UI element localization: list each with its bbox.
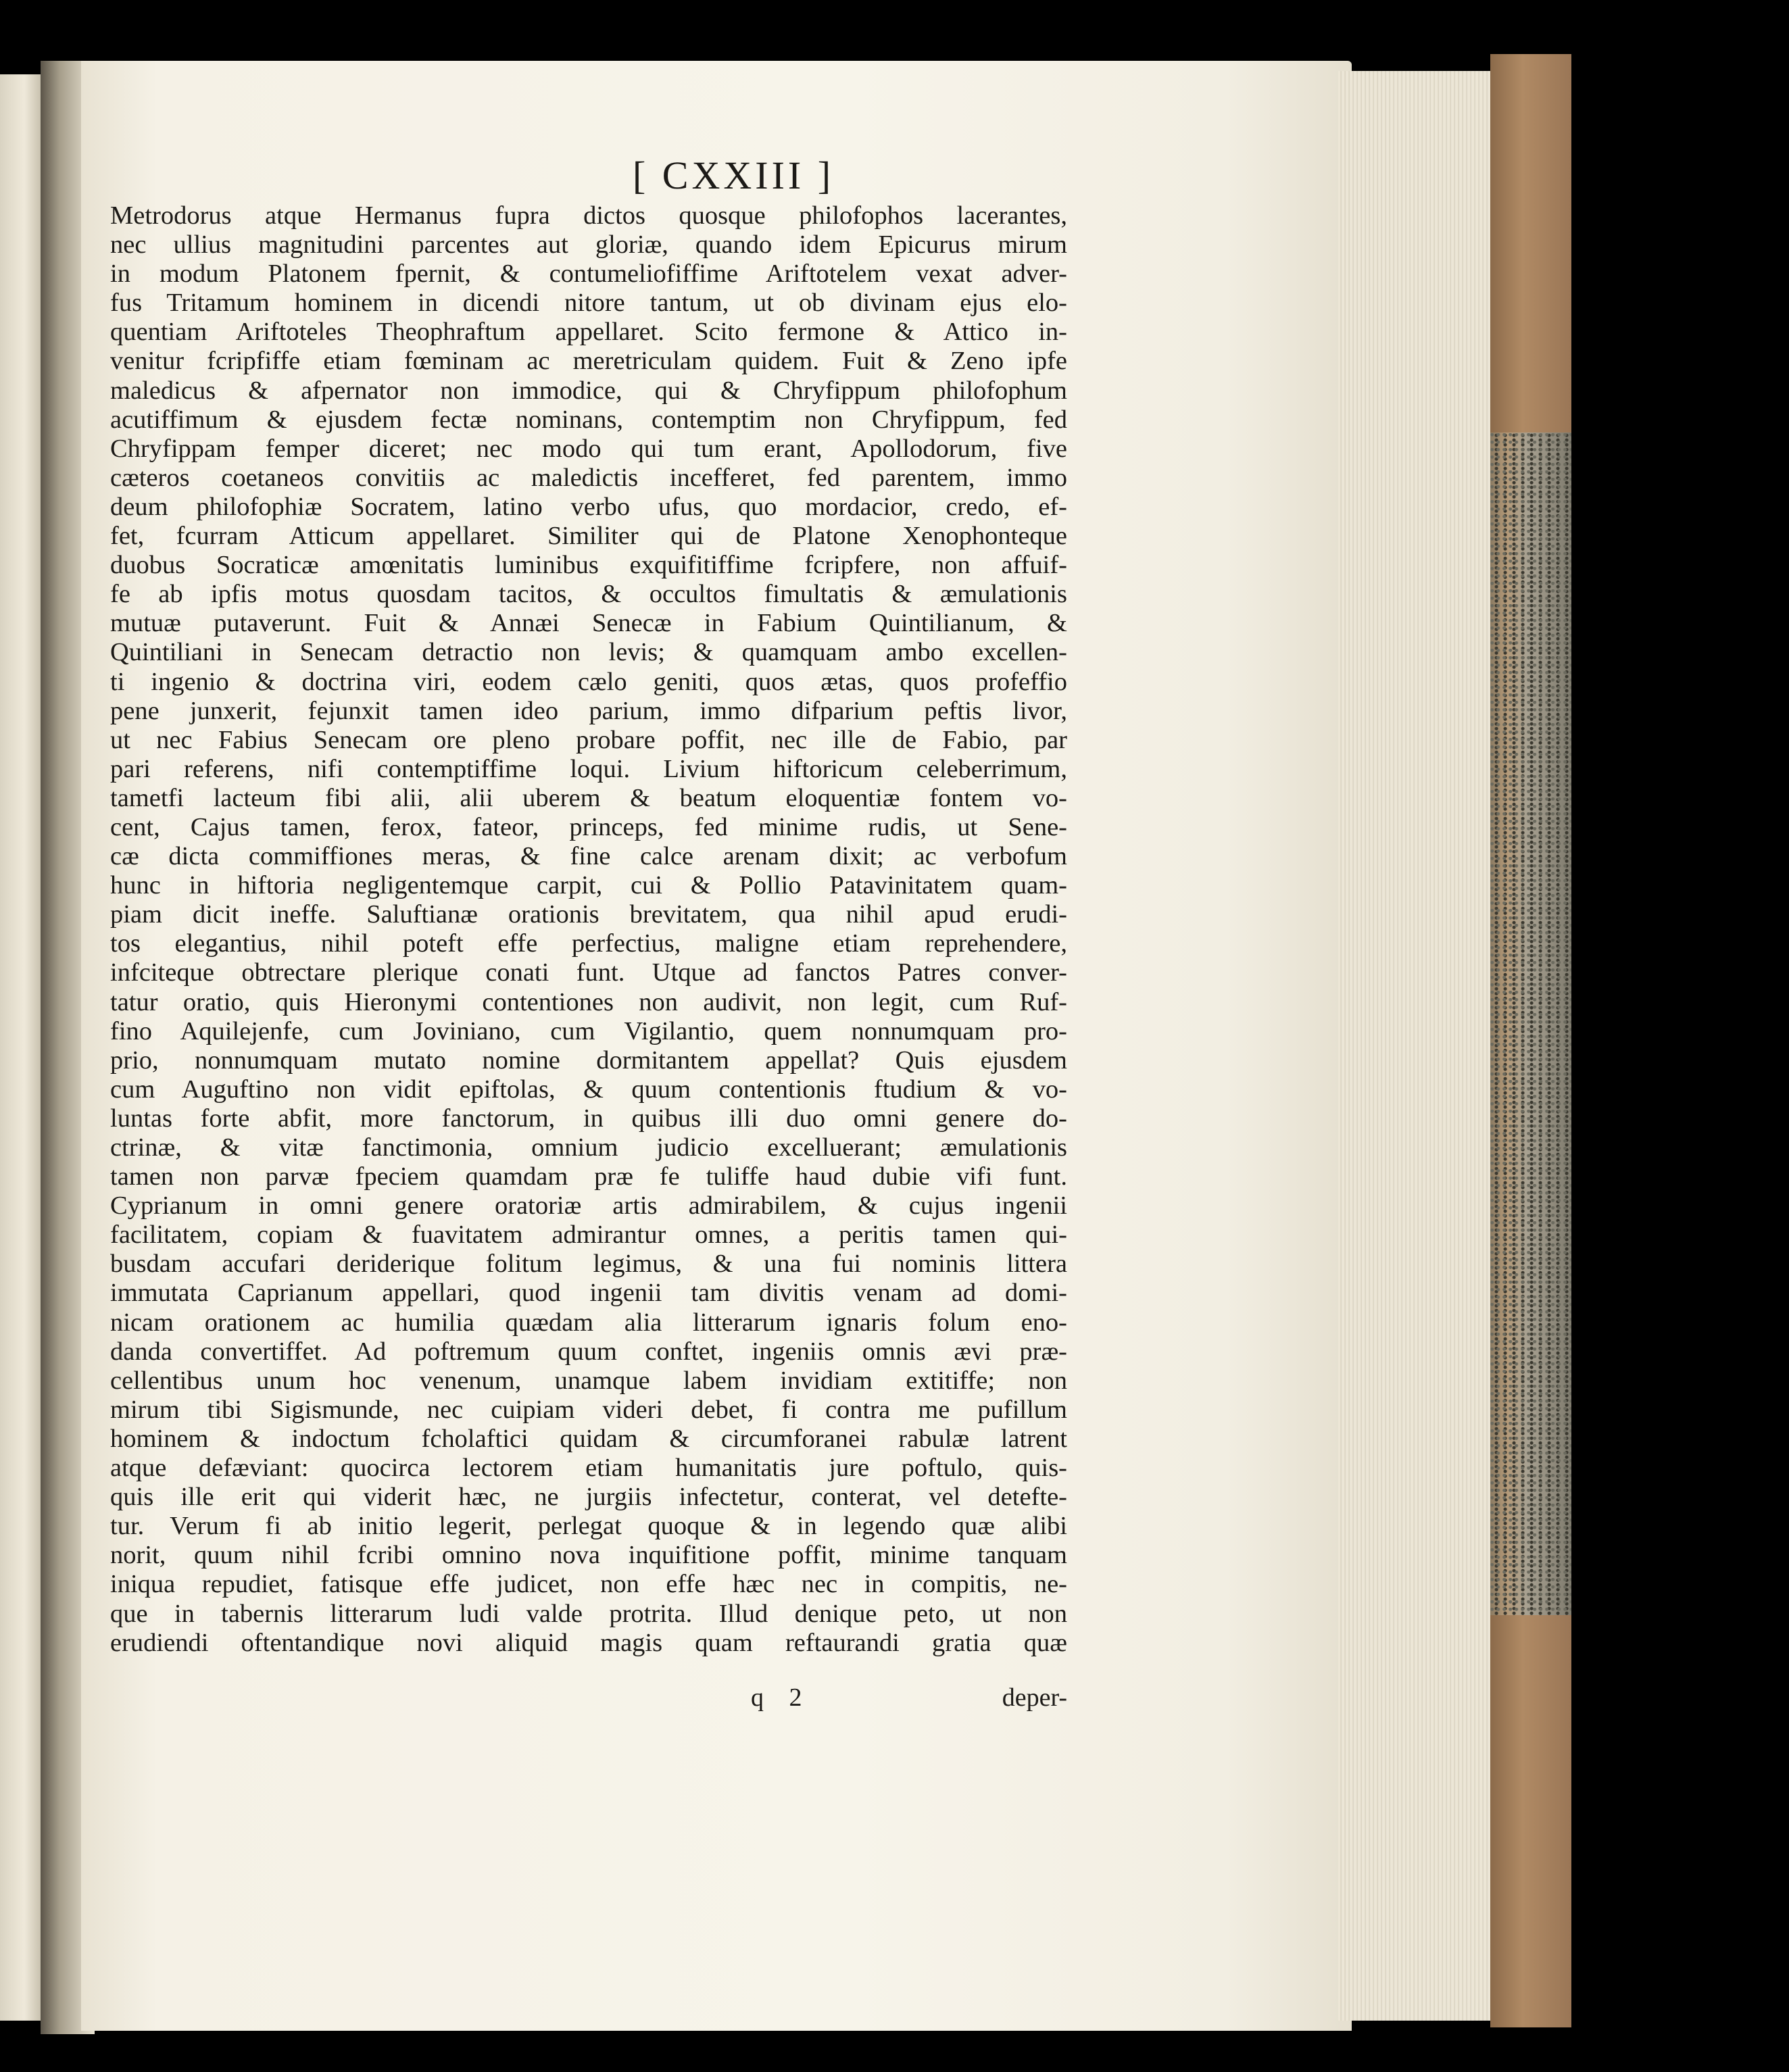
text-line: nec ullius magnitudini parcentes aut gloriæ, quando idem Epicurus mirum	[110, 230, 1067, 260]
text-line: cellentibus unum hoc venenum, unamque labem invidiam extitiffe; non	[110, 1366, 1067, 1395]
text-line: in modum Platonem fpernit, & contumeliofiffime Ariftotelem vexat adver-	[110, 260, 1067, 289]
text-line: mirum tibi Sigismunde, nec cuipiam videri debet, fi contra me pufillum	[110, 1395, 1067, 1424]
text-line: quis ille erit qui viderit hæc, ne jurgiis infectetur, conterat, vel detefte-	[110, 1483, 1067, 1512]
text-line: venitur fcripfiffe etiam fœminam ac meretriculam quidem. Fuit & Zeno ipfe	[110, 347, 1067, 376]
text-line: acutiffimum & ejusdem fectæ nominans, contemptim non Chryfippum, fed	[110, 405, 1067, 434]
text-line: nicam orationem ac humilia quædam alia litterarum ignaris folum eno-	[110, 1308, 1067, 1337]
page-footer	[110, 1683, 1067, 1717]
text-line: hunc in hiftoria negligentemque carpit, cui & Pollio Patavinitatem quam-	[110, 871, 1067, 900]
text-line: cent, Cajus tamen, ferox, fateor, princeps, fed minime rudis, ut Sene-	[110, 812, 1067, 841]
page-number: [ CXXIII ]	[632, 153, 835, 197]
book-cover-leather-top	[1490, 54, 1571, 433]
text-line: cum Auguftino non vidit epiftolas, & quum contentionis ftudium & vo-	[110, 1075, 1067, 1104]
text-line: Metrodorus atque Hermanus fupra dictos quosque philofophos lacerantes,	[110, 201, 1067, 230]
text-line: tos elegantius, nihil poteft effe perfectius, maligne etiam reprehendere,	[110, 929, 1067, 958]
text-line: infciteque obtrectare plerique conati funt. Utque ad fanctos Patres conver-	[110, 958, 1067, 987]
text-line: Cyprianum in omni genere oratoriæ artis admirabilem, & cujus ingenii	[110, 1191, 1067, 1220]
text-line: atque defæviant: quocirca lectorem etiam humanitatis jure poftulo, quis-	[110, 1454, 1067, 1483]
text-line: maledicus & afpernator non immodice, qui & Chryfippum philofophum	[110, 376, 1067, 405]
text-line: prio, nonnumquam mutato nomine dormitantem appellat? Quis ejusdem	[110, 1045, 1067, 1075]
page-header	[0, 153, 1352, 198]
text-line: fino Aquilejenfe, cum Joviniano, cum Vigilantio, quem nonnumquam pro-	[110, 1016, 1067, 1045]
text-line: duobus Socraticæ amœnitatis luminibus exquifitiffime fcripfere, non affuif-	[110, 551, 1067, 580]
text-line: Chryfippam femper diceret; nec modo qui tum erant, Apollodorum, five	[110, 434, 1067, 463]
text-line: Quintiliani in Senecam detractio non levis; & quamquam ambo excellen-	[110, 638, 1067, 667]
catchword: deper-	[1002, 1683, 1067, 1712]
text-line: norit, quum nihil fcribi omnino nova inquifitione poffit, minime tanquam	[110, 1541, 1067, 1570]
text-line: fus Tritamum hominem in dicendi nitore tantum, ut ob divinam ejus elo-	[110, 289, 1067, 318]
text-line: ctrinæ, & vitæ fanctimonia, omnium judicio excelluerant; æmulationis	[110, 1133, 1067, 1162]
text-line: pari referens, nifi contemptiffime loqui. Livium hiftoricum celeberrimum,	[110, 754, 1067, 783]
text-line: tatur oratio, quis Hieronymi contentiones non audivit, non legit, cum Ruf-	[110, 987, 1067, 1016]
text-line: luntas forte abfit, more fanctorum, in quibus illi duo omni genere do-	[110, 1104, 1067, 1133]
text-line: ti ingenio & doctrina viri, eodem cælo geniti, quos ætas, quos profeffio	[110, 667, 1067, 696]
text-line: piam dicit ineffe. Saluftianæ orationis brevitatem, qua nihil apud erudi-	[110, 900, 1067, 929]
text-line: tamen non parvæ fpeciem quamdam præ fe tuliffe haud dubie vifi funt.	[110, 1162, 1067, 1191]
text-line: cæteros coetaneos convitiis ac maledictis incefferet, fed parentem, immo	[110, 463, 1067, 492]
text-line: tametfi lacteum fibi alii, alii uberem & beatum eloquentiæ fontem vo-	[110, 783, 1067, 812]
text-line: fet, fcurram Atticum appellaret. Similiter qui de Platone Xenophonteque	[110, 522, 1067, 551]
text-line: deum philofophiæ Socratem, latino verbo ufus, quo mordacior, credo, ef-	[110, 492, 1067, 521]
text-line: cæ dicta commiffiones meras, & fine calce arenam dixit; ac verbofum	[110, 842, 1067, 871]
signature-mark: q 2	[751, 1683, 812, 1712]
text-line: quentiam Ariftoteles Theophraftum appellaret. Scito fermone & Attico in-	[110, 318, 1067, 347]
text-line: erudiendi oftentandique novi aliquid magis quam reftaurandi gratia quæ	[110, 1628, 1067, 1657]
left-page-edge	[0, 74, 41, 2021]
text-line: facilitatem, copiam & fuavitatem admirantur omnes, a peritis tamen qui-	[110, 1220, 1067, 1250]
text-line: hominem & indoctum fcholaftici quidam & circumforanei rabulæ latrent	[110, 1424, 1067, 1453]
text-line: tur. Verum fi ab initio legerit, perlegat quoque & in legendo quæ alibi	[110, 1512, 1067, 1541]
text-line: fe ab ipfis motus quosdam tacitos, & occultos fimultatis & æmulationis	[110, 580, 1067, 609]
body-text	[110, 201, 1067, 1658]
text-line: danda convertiffet. Ad poftremum quum conftet, ingeniis omnis ævi præ-	[110, 1337, 1067, 1366]
book-cover-leather-bottom	[1490, 1615, 1571, 2027]
text-line: mutuæ putaverunt. Fuit & Annæi Senecæ in Fabium Quintilianum, &	[110, 609, 1067, 638]
text-line: pene junxerit, fejunxit tamen ideo parium, immo difparium peftis livor,	[110, 696, 1067, 725]
text-line: iniqua repudiet, fatisque effe judicet, non effe hæc nec in compitis, ne-	[110, 1570, 1067, 1599]
page-edges	[1338, 71, 1507, 2021]
text-line: que in tabernis litterarum ludi valde protrita. Illud denique peto, ut non	[110, 1599, 1067, 1628]
text-line: ut nec Fabius Senecam ore pleno probare poffit, nec ille de Fabio, par	[110, 725, 1067, 754]
text-line: busdam accufari deriderique folitum legimus, & una fui nominis littera	[110, 1250, 1067, 1279]
text-line: immutata Caprianum appellari, quod ingenii tam divitis venam ad domi-	[110, 1279, 1067, 1308]
